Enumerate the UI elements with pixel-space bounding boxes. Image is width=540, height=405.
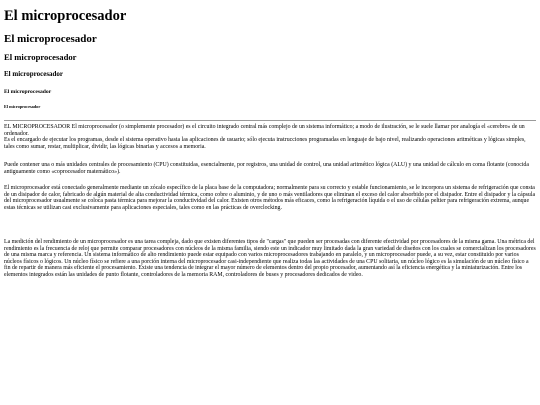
paragraph-performance: La medición del rendimiento de un microprocesador es una tarea compleja, dado que existen diferentes tipos de "cargas" que pueden ser procesadas con diferente efectividad por procesadores de la misma gama. Una métrica del rendimiento es la frecuencia de reloj que permite comparar procesadores con núcleos de la misma familia, siendo este un indicador muy limitado dada la gran variedad de diseños con los cuales se comercializan los procesadores de una misma marca y referencia. Un sistema informático de alto rendimiento puede estar equipado con varios microprocesadores trabajando en paralelo, y un microprocesador puede, a su vez, estar constituido por varios núcleos físicos o lógicos. Un núcleo físico se refiere a una porción interna del microprocesador casi-independiente que realiza todas las actividades de una CPU solitaria, un núcleo lógico es la simulación de un núcleo físico a fin de repartir de manera más eficiente el procesamiento. Existe una tendencia de integrar el mayor número de elementos dentro del propio procesador, aumentando así la eficiencia energética y la miniaturización. Entre los elementos integrados están las unidades de punto flotante, controladores de la memoria RAM, controladores de buses y procesadores dedicados de video. — [4, 239, 536, 278]
heading-level-3: El microprocesador — [4, 52, 77, 62]
paragraph-intro-line-1: EL MICROPROCESADOR El microprocesador (o simplemente procesador) es el circuito integrado central más complejo de un sistema informático; a modo de ilustración, se le suele llamar por analogía el «cerebro» de un ordenador. — [4, 124, 525, 137]
heading-level-1: El microprocesador — [4, 8, 127, 24]
paragraph-cooling: El microprocesador está conectado generalmente mediante un zócalo específico de la placa base de la computadora; normalmente para su correcto y estable funcionamiento, se le incorpora un sistema de refrigeración que consta de un disipador de calor, fabricado de algún material de alta conductividad térmica, como cobre o aluminio, y de uno o más ventiladores que eliminan el exceso del calor absorbido por el disipador. Entre el disipador y la cápsula del microprocesador usualmente se coloca pasta térmica para mejorar la conductividad del calor. Existen otros métodos más eficaces, como la refrigeración líquida o el uso de células peltier para refrigeración extrema, aunque estas técnicas se utilizan casi exclusivamente para aplicaciones especiales, tales como en las prácticas de overclocking. — [4, 185, 536, 211]
paragraph-cpu-units: Puede contener una o más unidades centrales de procesamiento (CPU) constituidas, esencialmente, por registros, una unidad de control, una unidad aritmético lógica (ALU) y una unidad de cálculo en coma flotante (conocida antiguamente como «coprocesador matemático»). — [4, 162, 529, 175]
horizontal-rule — [4, 120, 536, 121]
paragraph-intro — [4, 124, 536, 150]
heading-level-4: El microprocesador — [4, 70, 64, 78]
heading-level-2: El microprocesador — [4, 33, 97, 45]
heading-level-5: El microprocesador — [4, 89, 52, 95]
heading-level-6: El microprocesador — [4, 104, 41, 109]
paragraph-intro-line-2: Es el encargado de ejecutar los programas, desde el sistema operativo hasta las aplicaciones de usuario; sólo ejecuta instrucciones programadas en lenguaje de bajo nivel, realizando operaciones aritméticas y lógicas simples, tales como sumar, restar, multiplicar, dividir, las lógicas binarias y accesos a memoria. — [4, 137, 526, 150]
